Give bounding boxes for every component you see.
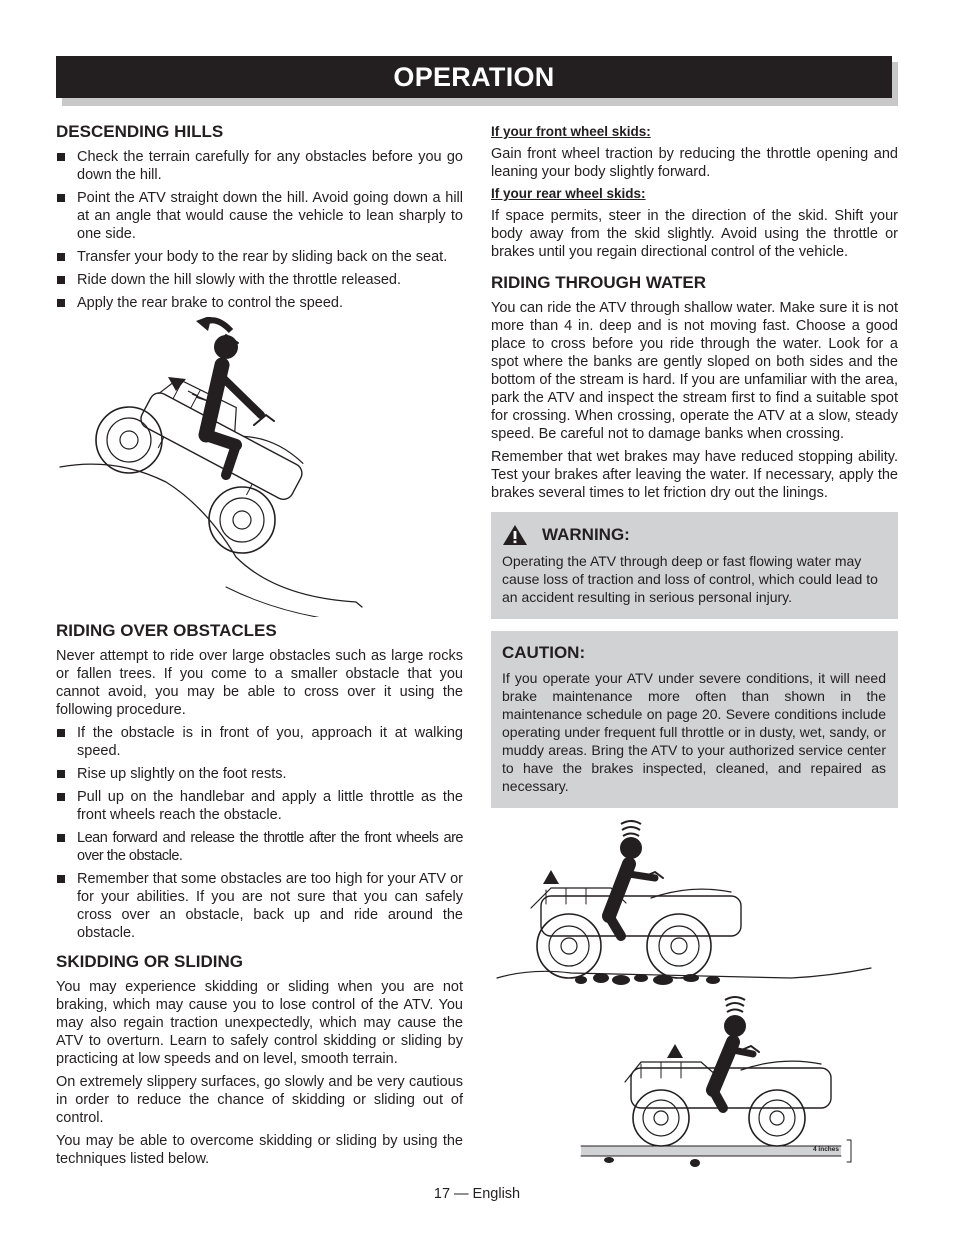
descending-hills-heading: DESCENDING HILLS — [56, 122, 224, 141]
warning-heading: WARNING: — [542, 525, 630, 544]
page-number: 17 — English — [433, 1186, 521, 1202]
list-item: Check the terrain carefully for any obstacles before you go down the hill. — [56, 148, 463, 184]
bullet-square-icon — [57, 770, 65, 778]
list-item: Remember that some obstacles are too high for your ATV or for your abilities. If you are not sure that you can safely cross over an obstacle, back up and ride around the obstacle. — [56, 870, 463, 942]
caution-box — [491, 631, 898, 808]
bullet-square-icon — [57, 793, 65, 801]
rear-wheel-skid-text: If space permits, steer in the direction of the skid. Shift your body away from the skid slightly. Avoid using the throttle or brakes until you regain directional control of the vehicle. — [491, 208, 898, 260]
bullet-square-icon — [57, 299, 65, 307]
warning-triangle-icon — [502, 524, 528, 546]
skidding-paragraph: On extremely slippery surfaces, go slowly and be very cautious in order to reduce the chance of skidding or sliding out of control. — [56, 1074, 463, 1126]
front-wheel-skid-text: Gain front wheel traction by reducing the throttle opening and leaning your body slightly forward. — [491, 146, 898, 180]
bullet-square-icon — [57, 153, 65, 161]
list-item: Pull up on the handlebar and apply a little throttle as the front wheels reach the obstacle. — [56, 788, 463, 824]
bullet-square-icon — [57, 194, 65, 202]
skidding-paragraph: You may experience skidding or sliding when you are not braking, which may cause you to lose control of the ATV. You may also regain traction unexpectedly, which may cause the ATV to overturn. Learn to safely control skidding or sliding by practicing at low speeds and on level, smooth terrain. — [56, 979, 463, 1067]
caution-heading: CAUTION: — [502, 643, 586, 662]
bullet-square-icon — [57, 729, 65, 737]
water-crossing-illustration — [491, 818, 898, 1170]
descending-hill-illustration — [56, 317, 463, 617]
list-item: Lean forward and release the throttle after the front wheels are over the obstacle. — [56, 829, 463, 865]
list-item: Apply the rear brake to control the speed. — [56, 294, 463, 312]
skidding-or-sliding-heading: SKIDDING OR SLIDING — [56, 952, 244, 971]
skidding-paragraph: You may be able to overcome skidding or sliding by using the techniques listed below. — [56, 1133, 463, 1167]
water-depth-label: 4 inches — [813, 1146, 840, 1153]
water-paragraph: Remember that wet brakes may have reduced stopping ability. Test your brakes after leaving the water. If necessary, apply the brakes several times to let friction dry out the linings. — [491, 449, 898, 501]
warning-box — [491, 512, 898, 619]
obstacles-list — [56, 724, 463, 942]
list-item: Point the ATV straight down the hill. Avoid going down a hill at an angle that would cause the vehicle to lean sharply to one side. — [56, 189, 463, 243]
bullet-square-icon — [57, 875, 65, 883]
rear-wheel-skid-heading: If your rear wheel skids: — [491, 186, 646, 201]
riding-through-water-heading: RIDING THROUGH WATER — [491, 273, 707, 292]
left-column — [56, 118, 463, 1173]
list-item: Rise up slightly on the foot rests. — [56, 765, 463, 783]
water-paragraph: You can ride the ATV through shallow water. Make sure it is not more than 4 in. deep and is not moving fast. Choose a good place to cross before you ride through the water. Look for a spot where the banks are gently sloped on both sides and the bottom of the stream is hard. If you are unfamiliar with the area, park the ATV and inspect the stream first to find a suitable spot for crossing. When crossing, operate the ATV at a slow, steady speed. Be careful not to damage banks when crossing. — [491, 300, 898, 442]
obstacles-intro: Never attempt to ride over large obstacles such as large rocks or fallen trees. If you come to a smaller obstacle that you cannot avoid, you may be able to cross over it using the following procedure. — [56, 648, 463, 718]
bullet-square-icon — [57, 834, 65, 842]
warning-text: Operating the ATV through deep or fast flowing water may cause loss of traction and loss of control, which could lead to an accident resulting in serious personal injury. — [502, 553, 878, 605]
page-title: OPERATION — [56, 56, 892, 98]
caution-text: If you operate your ATV under severe conditions, it will need brake maintenance more often than shown in the maintenance schedule on page 20. Severe conditions include operating under frequent full throttle or in dusty, wet, sandy, or muddy areas. Bring the ATV to your authorized service center to have the brakes inspected, cleaned, and repaired as necessary. — [502, 670, 886, 794]
list-item: Transfer your body to the rear by sliding back on the seat. — [56, 248, 463, 266]
front-wheel-skid-heading: If your front wheel skids: — [491, 124, 651, 139]
water-surface — [581, 1146, 841, 1156]
warning-title — [502, 524, 886, 546]
list-item: Ride down the hill slowly with the throttle released. — [56, 271, 463, 289]
bullet-square-icon — [57, 253, 65, 261]
riding-over-obstacles-heading: RIDING OVER OBSTACLES — [56, 621, 277, 640]
right-column — [491, 118, 898, 1170]
list-item: If the obstacle is in front of you, approach it at walking speed. — [56, 724, 463, 760]
descending-hills-list — [56, 148, 463, 312]
bullet-square-icon — [57, 276, 65, 284]
